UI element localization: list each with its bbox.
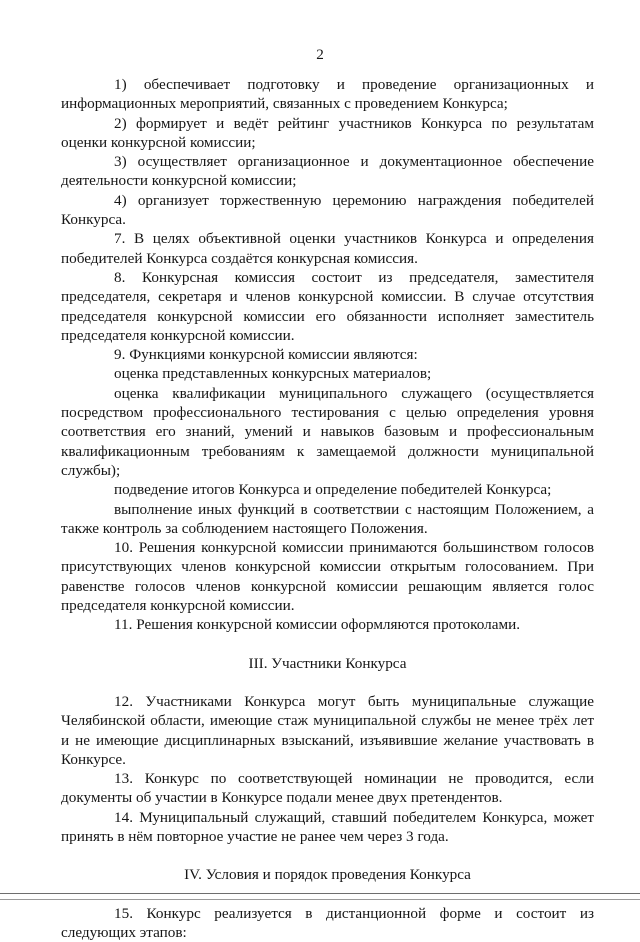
- paragraph: 2) формирует и ведёт рейтинг участников Конкурса по результатам оценки конкурсной комиссии;: [61, 114, 594, 151]
- paragraph: 10. Решения конкурсной комиссии принимаются большинством голосов присутствующих членов конкурсной комиссии открытым голосованием. При равенстве голосов членов конкурсной комиссии решающим является голос председателя конкурсной комиссии.: [61, 539, 594, 615]
- section-heading-3: III. Участники Конкурса: [248, 654, 407, 672]
- page-edge-line: [0, 893, 640, 894]
- paragraph: 1) обеспечивает подготовку и проведение организационных и информационных мероприятий, связанных с проведением Конкурса;: [61, 76, 594, 113]
- paragraph: 8. Конкурсная комиссия состоит из председателя, заместителя председателя, секретаря и членов конкурсной комиссии. В случае отсутствия председателя конкурсной комиссии его обязанности исполняет заместитель председателя конкурсной комиссии.: [61, 268, 594, 344]
- paragraph: оценка представленных конкурсных материалов;: [114, 365, 432, 383]
- paragraph: 14. Муниципальный служащий, ставший победителем Конкурса, может принять в нём повторное участие не ранее чем через 3 года.: [61, 808, 594, 845]
- paragraph: 11. Решения конкурсной комиссии оформляются протоколами.: [114, 616, 520, 634]
- page-edge-line: [0, 899, 640, 900]
- paragraph: 15. Конкурс реализуется в дистанционной форме и состоит из следующих этапов:: [61, 904, 594, 941]
- paragraph: подведение итогов Конкурса и определение победителей Конкурса;: [114, 481, 552, 499]
- paragraph: выполнение иных функций в соответствии с настоящим Положением, а также контроль за соблюдением настоящего Положения.: [61, 500, 594, 537]
- paragraph: 9. Функциями конкурсной комиссии являются:: [114, 346, 418, 364]
- paragraph: 12. Участниками Конкурса могут быть муниципальные служащие Челябинской области, имеющие стаж муниципальной службы не менее трёх лет и не имеющие дисциплинарных взысканий, изъявившие желание участвовать в Конкурсе.: [61, 692, 594, 768]
- paragraph: 7. В целях объективной оценки участников Конкурса и определения победителей Конкурса создаётся конкурсная комиссия.: [61, 230, 594, 267]
- paragraph: 4) организует торжественную церемонию награждения победителей Конкурса.: [61, 191, 594, 229]
- paragraph: оценка квалификации муниципального служащего (осуществляется посредством профессионального тестирования с целью определения уровня соответствия его знаний, умений и навыков базовым и профессиональным квалификационным требованиям к замещаемой должности муниципальной службы);: [61, 384, 594, 479]
- paragraph: 3) осуществляет организационное и документационное обеспечение деятельности конкурсной комиссии;: [61, 153, 594, 190]
- paragraph: 13. Конкурс по соответствующей номинации не проводится, если документы об участии в Конкурсе подали менее двух претендентов.: [61, 770, 594, 807]
- section-heading-4: IV. Условия и порядок проведения Конкурса: [184, 866, 471, 884]
- document-body: [61, 75, 594, 942]
- page-number: 2: [316, 46, 324, 63]
